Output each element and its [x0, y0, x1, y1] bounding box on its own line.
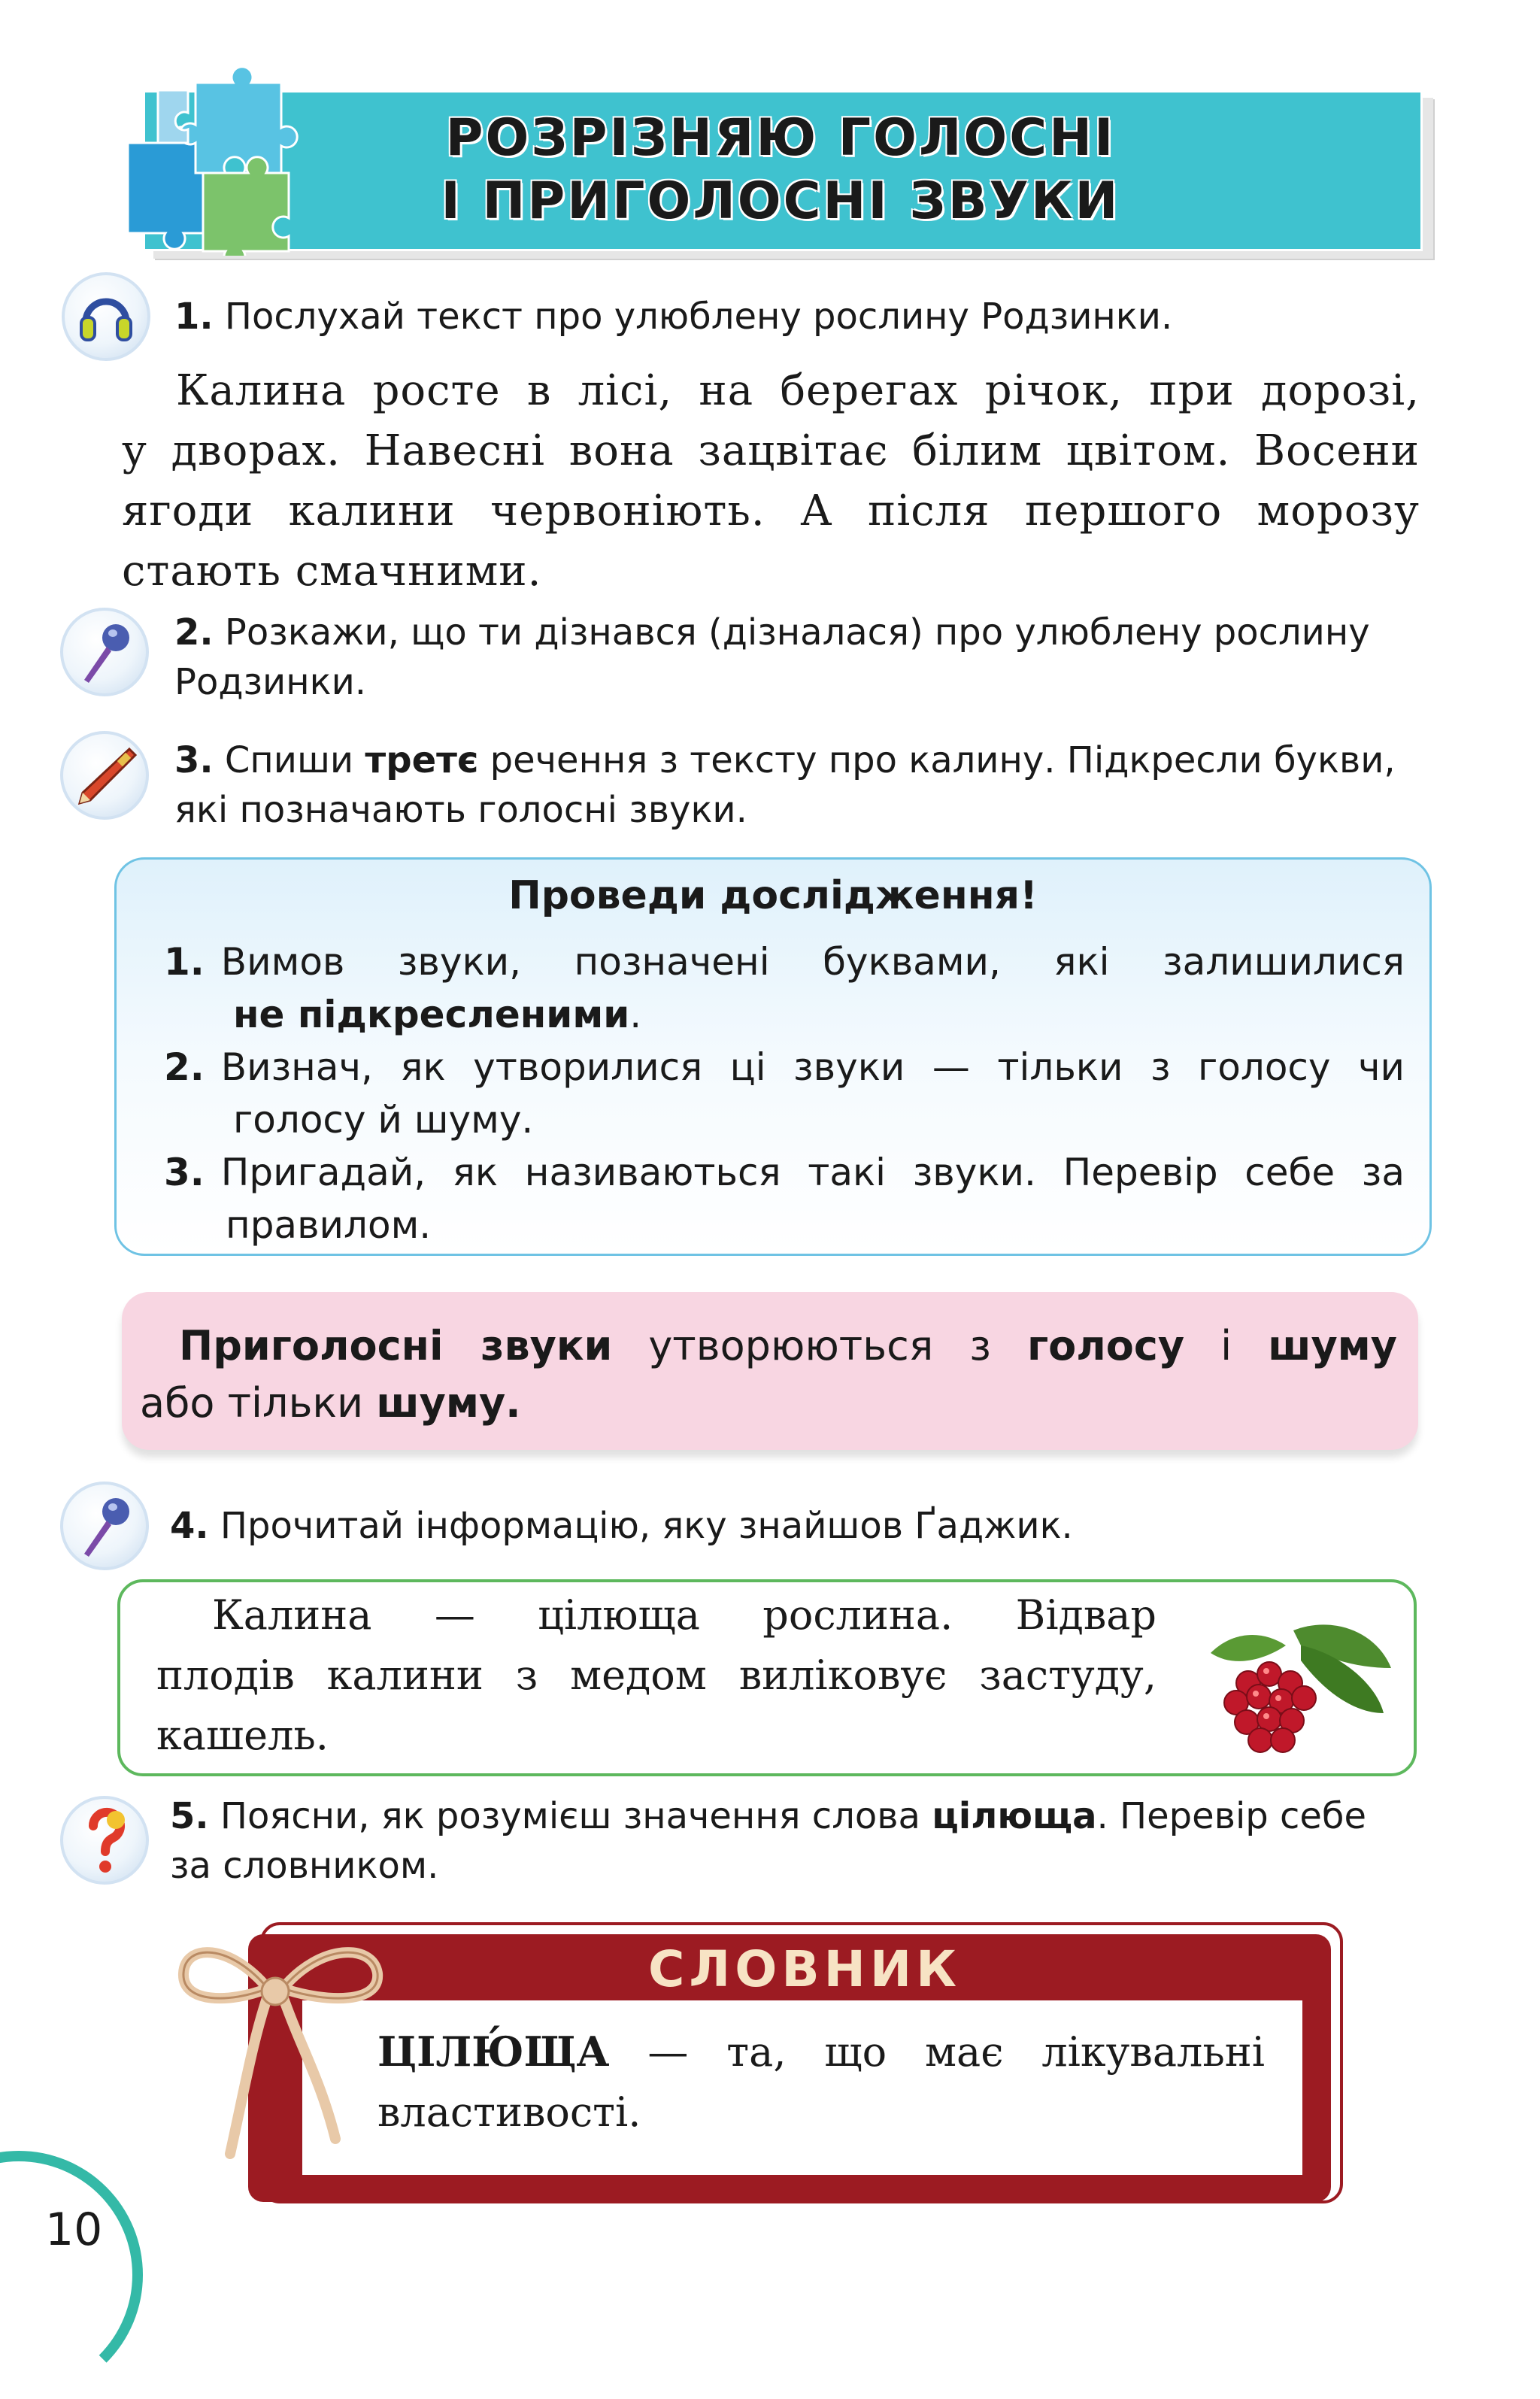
- headphones-icon: [65, 275, 147, 358]
- research-item-text: Пригадай, як називаються такі звуки. Перевір себе за: [220, 1151, 1405, 1194]
- viburnum-berries-image: [1188, 1600, 1406, 1766]
- research-item-text: голосу й шуму.: [233, 1098, 534, 1142]
- ribbon-bow-icon: [170, 1913, 396, 2169]
- task-5: [170, 1791, 1471, 1891]
- research-title: Проведи дослідження!: [508, 873, 1038, 918]
- task-2: [174, 608, 1453, 707]
- research-item-1: [164, 936, 1405, 1041]
- reading-line: ягоди калини червоніють. А після першого морозу: [122, 487, 1420, 535]
- title-line-2: І ПРИГОЛОСНІ ЗВУКИ: [441, 171, 1120, 231]
- dictionary-word: ЦІЛЮ́ЩА: [377, 2027, 610, 2076]
- task-3-text-line2: які позначають голосні звуки.: [174, 789, 747, 831]
- task-2-number: 2.: [174, 611, 214, 654]
- info-line: Калина — цілюща рослина. Відвар: [212, 1591, 1157, 1639]
- task-2-text: Розкажи, що ти дізнався (дізналася) про улюблену рослину: [224, 611, 1370, 654]
- pen-icon: [63, 734, 146, 817]
- task-3: [174, 735, 1475, 835]
- task-1: [174, 292, 1453, 341]
- task-1-text: Послухай текст про улюблену рослину Родзинки.: [224, 296, 1173, 338]
- reading-line: стають смачними.: [122, 547, 542, 596]
- task-5-bold-word: цілюща: [932, 1795, 1097, 1837]
- research-item-number: 1.: [164, 940, 205, 984]
- task-3-bold-word: третє: [365, 739, 479, 781]
- write-icon-badge: [60, 731, 149, 820]
- task-5-text: Поясни, як розумієш значення слова: [220, 1795, 920, 1837]
- task-5-number: 5.: [170, 1795, 209, 1837]
- rule-bold: шуму: [1268, 1322, 1397, 1369]
- task-3-text: Спиши: [224, 739, 354, 781]
- research-item-number: 2.: [164, 1045, 205, 1089]
- research-item-number: 3.: [164, 1151, 205, 1194]
- info-line: кашель.: [156, 1712, 329, 1759]
- task-1-number: 1.: [174, 296, 214, 338]
- dictionary-title: СЛОВНИК: [647, 1940, 962, 1998]
- question-icon-badge: [60, 1796, 149, 1885]
- reading-text: [122, 361, 1420, 602]
- task-4-text: Прочитай інформацію, яку знайшов Ґаджик.: [220, 1505, 1073, 1547]
- research-item-text: правилом.: [226, 1203, 432, 1247]
- question-mark-icon: [63, 1799, 146, 1882]
- info-text: [156, 1585, 1157, 1766]
- reading-line: у дворах. Навесні вона зацвітає білим цвітом. Восени: [122, 426, 1420, 475]
- task-4-number: 4.: [170, 1505, 209, 1547]
- speak-icon-badge: [60, 608, 149, 696]
- page-corner-arc: [0, 2151, 143, 2399]
- speak-icon-badge: [60, 1482, 149, 1570]
- listen-icon-badge: [62, 272, 150, 361]
- task-3-text: речення з тексту про калину. Підкресли букви,: [490, 739, 1396, 781]
- research-item-text: Вимов звуки, позначені буквами, які залишилися: [220, 940, 1405, 984]
- rule-bold: Приголосні звуки: [179, 1322, 613, 1369]
- task-2-text-line2: Родзинки.: [174, 661, 367, 703]
- rule-plain: утворюються з: [648, 1322, 991, 1369]
- title-line-1: РОЗРІЗНЯЮ ГОЛОСНІ: [445, 108, 1116, 168]
- research-item-2: [164, 1041, 1405, 1146]
- dictionary-definition: властивості.: [377, 2088, 641, 2136]
- dictionary-entry: [377, 2021, 1265, 2143]
- task-5-text: . Перевір себе: [1096, 1795, 1367, 1837]
- rule-text: [140, 1318, 1397, 1432]
- research-item-text: .: [629, 993, 642, 1036]
- rule-plain: і: [1220, 1322, 1232, 1369]
- rule-bold: голосу: [1026, 1322, 1185, 1369]
- microphone-icon: [63, 611, 146, 693]
- task-5-text-line2: за словником.: [170, 1845, 439, 1887]
- reading-line: Калина росте в лісі, на берегах річок, при дорозі,: [176, 366, 1420, 415]
- rule-bold: шуму.: [376, 1379, 521, 1427]
- research-item-3: [164, 1146, 1405, 1251]
- research-item-text: Визнач, як утворилися ці звуки — тільки з голосу чи: [220, 1045, 1405, 1089]
- rule-plain: або тільки: [140, 1379, 364, 1427]
- dictionary-definition: — та, що має лікувальні: [647, 2028, 1265, 2076]
- research-item-bold: не підкресленими: [233, 993, 630, 1036]
- microphone-icon: [63, 1485, 146, 1567]
- page-title: [143, 107, 1418, 233]
- task-4: [170, 1501, 1448, 1551]
- task-3-number: 3.: [174, 739, 214, 781]
- info-line: плодів калини з медом виліковує застуду,: [156, 1651, 1157, 1699]
- page-number: 10: [45, 2203, 103, 2256]
